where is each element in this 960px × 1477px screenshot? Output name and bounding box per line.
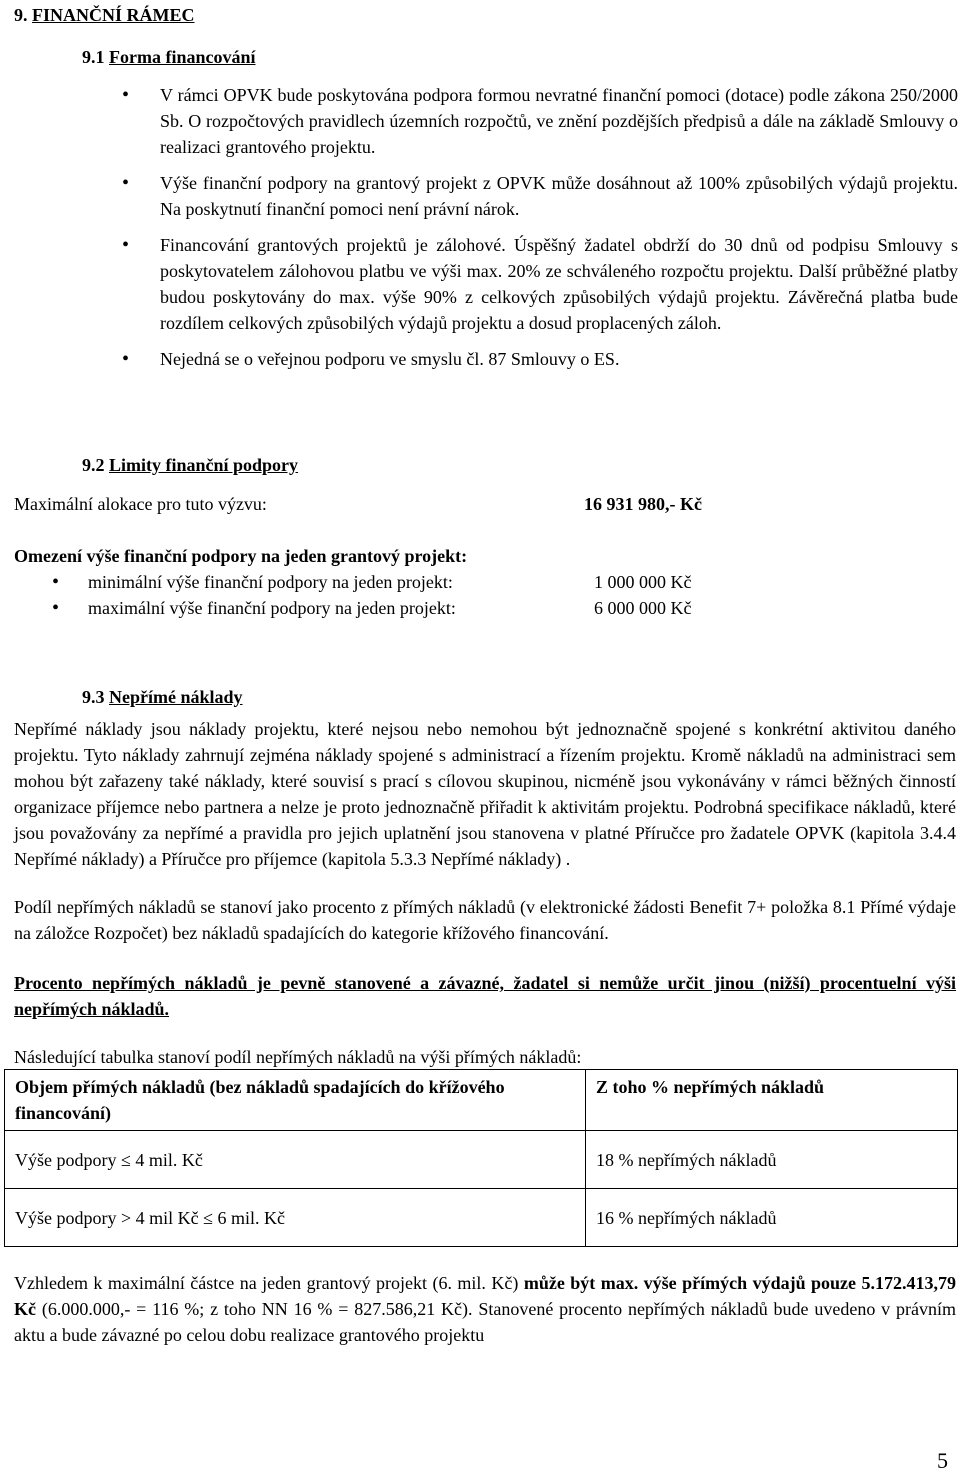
- bullet: •: [52, 597, 60, 619]
- list-item: • Výše finanční podpory na grantový projekt z OPVK může dosáhnout až 100% způsobilých výdajů projektu. Na poskytnutí finanční pomoci není právní nárok.: [118, 170, 958, 222]
- bullet: •: [52, 571, 60, 593]
- subsection-91-title: Forma financování: [109, 47, 256, 67]
- subsection-93-title: Nepřímé náklady: [109, 687, 243, 707]
- table-cell: Výše podpory ≤ 4 mil. Kč: [5, 1131, 586, 1189]
- indirect-costs-emphasis: Procento nepřímých nákladů je pevně stanovené a závazné, žadatel si nemůže určit jinou (nižší) procentuelní výši nepřímých nákladů.: [14, 973, 956, 1019]
- closing-bold: může být max. výše přímých výdajů pouze 5.172.413,79 Kč: [14, 1273, 956, 1319]
- list-item: • V rámci OPVK bude poskytována podpora formou nevratné finanční pomoci (dotace) podle zákona 250/2000 Sb. O rozpočtových pravidlech územních rozpočtů, ve znění pozdějších předpisů a dále na základě Smlouvy o realizaci grantového projektu.: [118, 82, 958, 160]
- table-header-cell: Objem přímých nákladů (bez nákladů spadajících do křížového financování): [5, 1070, 586, 1131]
- allocation-label: Maximální alokace pro tuto výzvu:: [14, 494, 267, 514]
- limit-row-max: [14, 595, 954, 621]
- limit-label: minimální výše finanční podpory na jeden projekt:: [88, 572, 453, 592]
- table-header-row: [5, 1070, 958, 1131]
- section-heading: [14, 2, 195, 28]
- subsection-92-heading: [82, 452, 298, 478]
- financing-bullets: [118, 82, 958, 382]
- subsection-92-title: Limity finanční podpory: [109, 455, 299, 475]
- list-item: • Nejedná se o veřejnou podporu ve smyslu čl. 87 Smlouvy o ES.: [118, 346, 958, 372]
- limit-list: [14, 569, 954, 621]
- subsection-93-heading: [82, 684, 243, 710]
- table-cell: Výše podpory > 4 mil Kč ≤ 6 mil. Kč: [5, 1189, 586, 1247]
- section-number: 9.: [14, 5, 28, 25]
- subsection-91-heading: [82, 44, 256, 70]
- subsection-92-number-suffix: 2: [95, 455, 105, 475]
- closing-text-1: Vzhledem k maximální částce na jeden grantový projekt (6. mil. Kč): [14, 1273, 524, 1293]
- section-title: FINANČNÍ RÁMEC: [32, 5, 195, 25]
- indirect-costs-paragraph-1: Nepřímé náklady jsou náklady projektu, které nejsou nebo nemohou být jednoznačně spojené s konkrétní aktivitou daného projektu. Tyto náklady zahrnují zejména náklady spojené s administrací a řízením projektu. Kromě nákladů na administraci sem mohou být zařazeny také náklady, které souvisí s prací s cílovou skupinou, nicméně jsou vykonávány v rámci běžných činností organizace příjemce nebo partnera a nelze je proto jednoznačně přiřadit k aktivitám projektu. Podrobná specifikace nákladů, které jsou považovány za nepřímé a pravidla pro jejich uplatnění jsou stanovena v platné Příručce pro žadatele OPVK (kapitola 3.4.4 Nepřímé náklady) a Příručce pro příjemce (kapitola 5.3.3 Nepřímé náklady) .: [14, 719, 956, 869]
- list-item: • Financování grantových projektů je zálohové. Úspěšný žadatel obdrží do 30 dnů od podpisu Smlouvy s poskytovatelem zálohovou platbu ve výši max. 20% ze schváleného rozpočtu projektu. Další průběžné platby budou poskytovány do max. výše 90% z celkových způsobilých výdajů projektu. Závěrečná platba bude rozdílem celkových způsobilých výdajů projektu a dosud proplacených záloh.: [118, 232, 958, 336]
- closing-text-2: (6.000.000,- = 116 %; z toho NN 16 % = 827.586,21 Kč). Stanovené procento nepřímých nákladů bude uvedeno v právním aktu a bude závazné po celou dobu realizace grantového projektu: [14, 1299, 956, 1345]
- indirect-costs-table: [4, 1069, 958, 1247]
- table-intro: Následující tabulka stanoví podíl nepřímých nákladů na výši přímých nákladů:: [14, 1047, 582, 1067]
- limit-value: 6 000 000 Kč: [594, 598, 692, 618]
- limit-row-min: [14, 569, 954, 595]
- table-cell: 18 % nepřímých nákladů: [586, 1131, 958, 1189]
- page-number: 5: [937, 1448, 948, 1473]
- table-row: [5, 1189, 958, 1247]
- table-header-cell: Z toho % nepřímých nákladů: [586, 1070, 958, 1131]
- indirect-costs-paragraph-2: Podíl nepřímých nákladů se stanoví jako procento z přímých nákladů (v elektronické žádosti Benefit 7+ položka 8.1 Přímé výdaje na záložce Rozpočet) bez nákladů spadajících do kategorie křížového financování.: [14, 897, 956, 943]
- subsection-92-number-prefix: 9.: [82, 455, 96, 475]
- limit-heading: Omezení výše finanční podpory na jeden grantový projekt:: [14, 546, 468, 566]
- limit-value: 1 000 000 Kč: [594, 572, 692, 592]
- subsection-91-number: 9.1: [82, 47, 105, 67]
- subsection-93-number: 9.3: [82, 687, 105, 707]
- closing-paragraph: [14, 1270, 956, 1348]
- table-row: [5, 1131, 958, 1189]
- table-cell: 16 % nepřímých nákladů: [586, 1189, 958, 1247]
- limit-label: maximální výše finanční podpory na jeden projekt:: [88, 598, 456, 618]
- allocation-value: 16 931 980,- Kč: [584, 494, 702, 514]
